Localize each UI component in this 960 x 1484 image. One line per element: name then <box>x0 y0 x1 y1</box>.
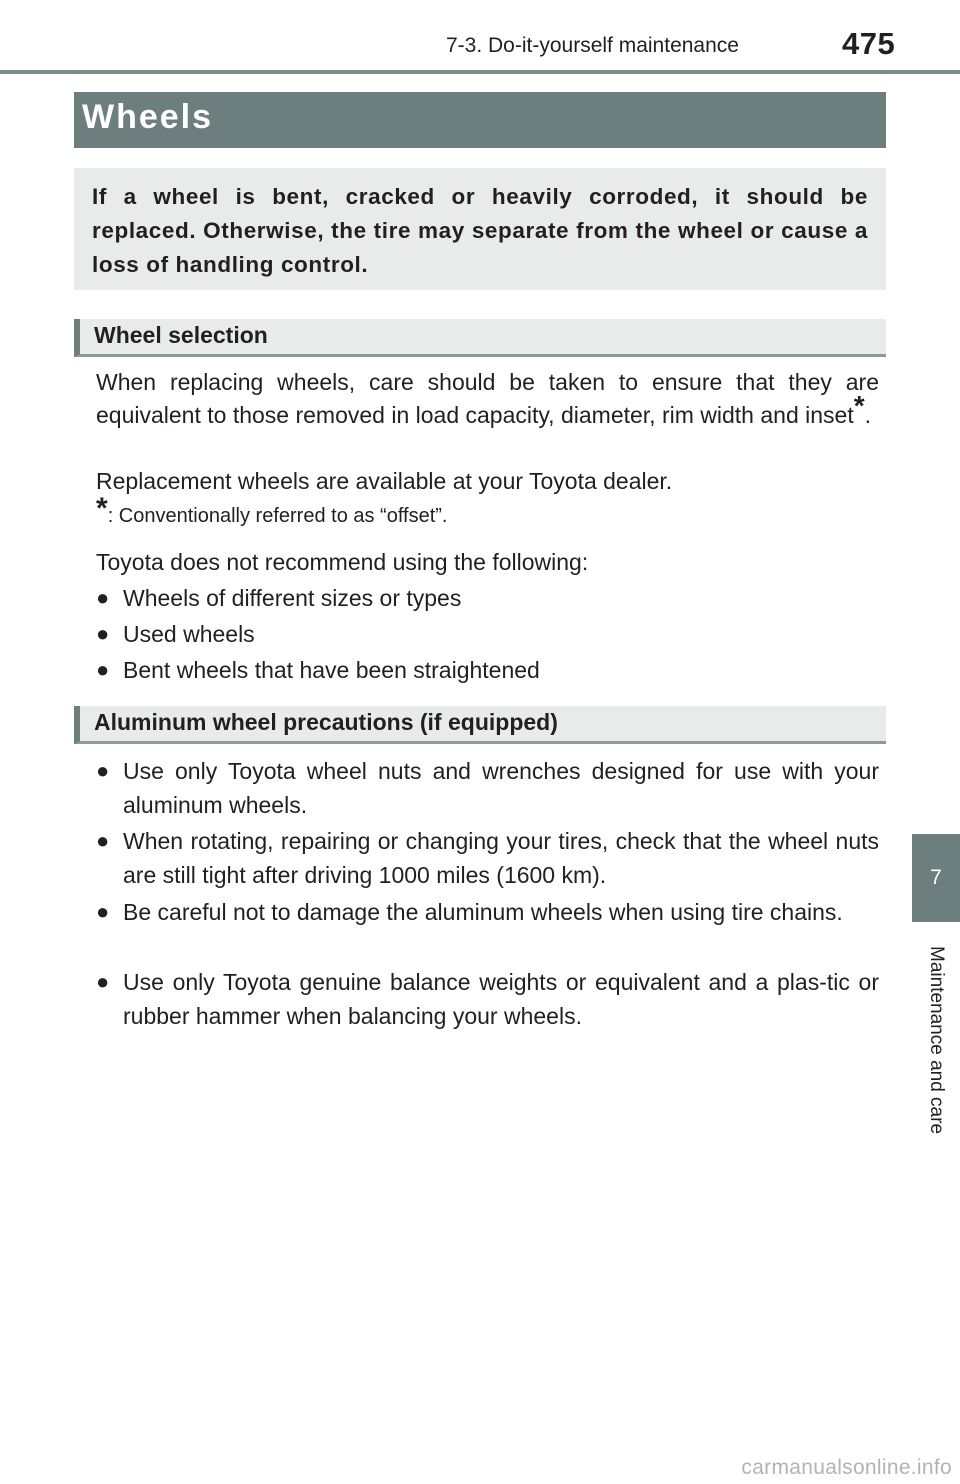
bullet-icon: ● <box>96 621 110 646</box>
chapter-title: Maintenance and care <box>926 945 947 1135</box>
list-item <box>96 754 879 822</box>
list-item-text: Use only Toyota wheel nuts and wrenches designed for use with your aluminum wheels. <box>123 758 879 818</box>
wheel-selection-heading-text: Wheel selection <box>94 322 268 348</box>
list-item <box>96 824 879 892</box>
aluminum-heading-text: Aluminum wheel precautions (if equipped) <box>94 709 558 735</box>
intro-text: If a wheel is bent, cracked or heavily corroded, it should be replaced. Otherwise, the tire may separate from the wheel or cause a loss of handling control. <box>92 184 868 277</box>
page-number: 475 <box>842 26 896 61</box>
bullet-icon: ● <box>96 969 110 994</box>
list-item-text: Bent wheels that have been straightened <box>123 657 540 683</box>
list-item-text: Use only Toyota genuine balance weights or equivalent and a plas-tic or rubber hammer when balancing your wheels. <box>123 969 879 1029</box>
bullet-icon: ● <box>96 828 110 853</box>
list-item <box>96 581 879 615</box>
footnote-text: : Conventionally referred to as “offset”. <box>107 505 448 527</box>
running-header <box>0 0 960 76</box>
list-item-text: Wheels of different sizes or types <box>123 585 462 611</box>
list-item <box>96 965 879 1033</box>
list-item <box>96 895 879 929</box>
list-item <box>96 653 879 687</box>
list-item-text: Used wheels <box>123 621 255 647</box>
intro-box <box>74 168 886 290</box>
chapter-number: 7 <box>930 866 942 889</box>
bullet-icon: ● <box>96 585 110 610</box>
section-label: 7-3. Do-it-yourself maintenance <box>446 34 739 57</box>
header-rule <box>0 70 960 74</box>
wheel-selection-paragraph <box>96 366 879 432</box>
page-title-bar <box>74 92 886 148</box>
wheel-selection-para-end: . <box>864 402 872 428</box>
footnote <box>96 492 448 528</box>
dealer-paragraph: Replacement wheels are available at your Toyota dealer. <box>96 468 673 494</box>
list-item-text: When rotating, repairing or changing your tires, check that the wheel nuts are still tight after driving 1000 miles (1600 km). <box>123 828 879 888</box>
list-item-text: Be careful not to damage the aluminum wheels when using tire chains. <box>123 899 843 925</box>
wheel-selection-para-main: When replacing wheels, care should be taken to ensure that they are equivalent to those removed in load capacity, diameter, rim width and inset <box>96 369 879 428</box>
list-item <box>96 617 879 651</box>
bullet-icon: ● <box>96 899 110 924</box>
chapter-tab <box>912 834 960 922</box>
watermark: carmanualsonline.info <box>741 1456 952 1479</box>
recommend-intro: Toyota does not recommend using the following: <box>96 549 589 575</box>
wheel-selection-heading <box>74 319 886 357</box>
bullet-icon: ● <box>96 758 110 783</box>
footnote-star: * <box>96 492 108 525</box>
page-title: Wheels <box>82 98 214 136</box>
bullet-icon: ● <box>96 657 110 682</box>
footnote-marker: * <box>853 390 865 421</box>
aluminum-heading <box>74 706 886 744</box>
